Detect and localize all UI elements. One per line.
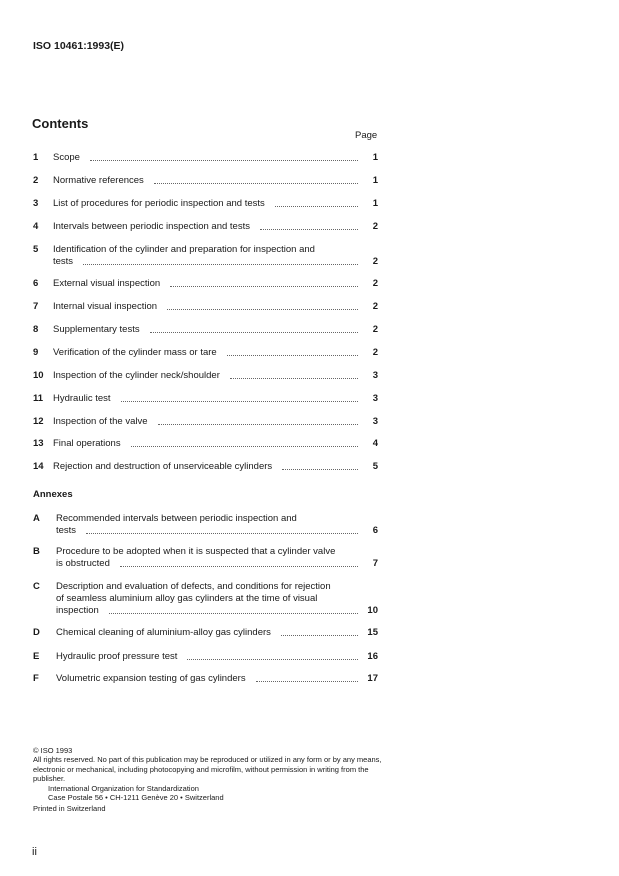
toc-entry-title: Rejection and destruction of unserviceable cylinders xyxy=(53,461,273,472)
toc-entry-title: Verification of the cylinder mass or tare xyxy=(53,347,217,358)
dot-leader xyxy=(158,424,358,425)
toc-entry-number: 4 xyxy=(33,221,39,232)
toc-entry-page: 3 xyxy=(372,370,378,381)
toc-entry-page: 2 xyxy=(372,221,378,232)
toc-entry-page: 1 xyxy=(372,198,378,209)
toc-entry-title: Hydraulic test xyxy=(53,393,111,404)
org-name: International Organization for Standardization xyxy=(48,784,199,793)
copyright-line: © ISO 1993 xyxy=(33,746,73,755)
dot-leader xyxy=(120,566,358,567)
toc-entry-number: 5 xyxy=(33,244,39,255)
dot-leader xyxy=(281,635,358,636)
toc-entry-title: List of procedures for periodic inspection and tests xyxy=(53,198,265,209)
annex-entry-page: 7 xyxy=(372,558,378,569)
page-column-heading: Page xyxy=(355,130,378,141)
annex-entry-title: Description and evaluation of defects, and conditions for rejection xyxy=(56,581,331,592)
toc-entry-number: 2 xyxy=(33,175,39,186)
toc-entry-title: Inspection of the valve xyxy=(53,416,148,427)
toc-entry-title: Intervals between periodic inspection and tests xyxy=(53,221,250,232)
dot-leader xyxy=(150,332,358,333)
toc-entry-title: Identification of the cylinder and preparation for inspection and xyxy=(53,244,315,255)
contents-title: Contents xyxy=(32,116,89,131)
annex-entry-title: tests xyxy=(56,525,77,536)
annex-entry-title: is obstructed xyxy=(56,558,110,569)
toc-entry-number: 8 xyxy=(33,324,39,335)
toc-entry-number: 9 xyxy=(33,347,39,358)
toc-entry-number: 3 xyxy=(33,198,39,209)
dot-leader xyxy=(187,659,358,660)
toc-entry-page: 1 xyxy=(372,152,378,163)
annex-entry-title: Volumetric expansion testing of gas cylinders xyxy=(56,673,246,684)
page-number: ii xyxy=(32,846,37,858)
toc-entry-number: 1 xyxy=(33,152,39,163)
annex-entry-page: 17 xyxy=(367,673,378,684)
toc-entry-title: Scope xyxy=(53,152,80,163)
annex-entry-number: E xyxy=(33,651,40,662)
annex-entry-number: D xyxy=(33,627,40,638)
annex-entry-number: A xyxy=(33,513,40,524)
annex-entry-number: C xyxy=(33,581,40,592)
toc-entry-number: 10 xyxy=(33,370,44,381)
toc-entry-page: 2 xyxy=(372,301,378,312)
annex-entry-page: 15 xyxy=(367,627,378,638)
annex-entry-title: inspection xyxy=(56,605,99,616)
toc-entry-title: Supplementary tests xyxy=(53,324,140,335)
toc-entry-page: 2 xyxy=(372,256,378,267)
dot-leader xyxy=(83,264,358,265)
toc-entry-page: 2 xyxy=(372,278,378,289)
annex-entry-title: Chemical cleaning of aluminium-alloy gas cylinders xyxy=(56,627,271,638)
dot-leader xyxy=(109,613,358,614)
toc-entry-number: 13 xyxy=(33,438,44,449)
toc-entry-page: 3 xyxy=(372,416,378,427)
annex-entry-title: Procedure to be adopted when it is suspected that a cylinder valve xyxy=(56,546,336,557)
dot-leader xyxy=(282,469,358,470)
dot-leader xyxy=(121,401,358,402)
annex-entry-page: 16 xyxy=(367,651,378,662)
dot-leader xyxy=(86,533,358,534)
dot-leader xyxy=(260,229,358,230)
toc-entry-title: Final operations xyxy=(53,438,121,449)
dot-leader xyxy=(167,309,358,310)
toc-entry-title: External visual inspection xyxy=(53,278,161,289)
annex-entry-number: B xyxy=(33,546,40,557)
toc-entry-number: 11 xyxy=(33,393,44,404)
toc-entry-page: 3 xyxy=(372,393,378,404)
toc-entry-number: 6 xyxy=(33,278,39,289)
toc-entry-page: 2 xyxy=(372,347,378,358)
toc-entry-page: 2 xyxy=(372,324,378,335)
org-address: Case Postale 56 • CH-1211 Genève 20 • Switzerland xyxy=(48,793,224,802)
dot-leader xyxy=(90,160,358,161)
toc-entry-number: 12 xyxy=(33,416,44,427)
toc-entry-number: 14 xyxy=(33,461,44,472)
annexes-title: Annexes xyxy=(33,489,73,500)
document-header: ISO 10461:1993(E) xyxy=(33,40,125,52)
dot-leader xyxy=(227,355,358,356)
rights-notice: All rights reserved. No part of this publication may be reproduced or utilized in any form or by any means, electronic or mechanical, including photocopying and microfilm, without permission in writing from the publisher. xyxy=(33,755,382,783)
annex-entry-number: F xyxy=(33,673,39,684)
printed-in: Printed in Switzerland xyxy=(33,804,106,813)
toc-entry-title: tests xyxy=(53,256,74,267)
annex-entry-title: of seamless aluminium alloy gas cylinders at the time of visual xyxy=(56,593,318,604)
annex-entry-title: Recommended intervals between periodic inspection and xyxy=(56,513,297,524)
dot-leader xyxy=(230,378,358,379)
dot-leader xyxy=(170,286,358,287)
toc-entry-page: 5 xyxy=(372,461,378,472)
annex-entry-page: 10 xyxy=(367,605,378,616)
dot-leader xyxy=(131,446,358,447)
toc-entry-page: 4 xyxy=(372,438,378,449)
toc-entry-number: 7 xyxy=(33,301,39,312)
toc-entry-title: Normative references xyxy=(53,175,144,186)
toc-entry-page: 1 xyxy=(372,175,378,186)
dot-leader xyxy=(275,206,358,207)
dot-leader xyxy=(154,183,358,184)
dot-leader xyxy=(256,681,358,682)
toc-entry-title: Internal visual inspection xyxy=(53,301,158,312)
annex-entry-page: 6 xyxy=(372,525,378,536)
toc-entry-title: Inspection of the cylinder neck/shoulder xyxy=(53,370,220,381)
annex-entry-title: Hydraulic proof pressure test xyxy=(56,651,178,662)
